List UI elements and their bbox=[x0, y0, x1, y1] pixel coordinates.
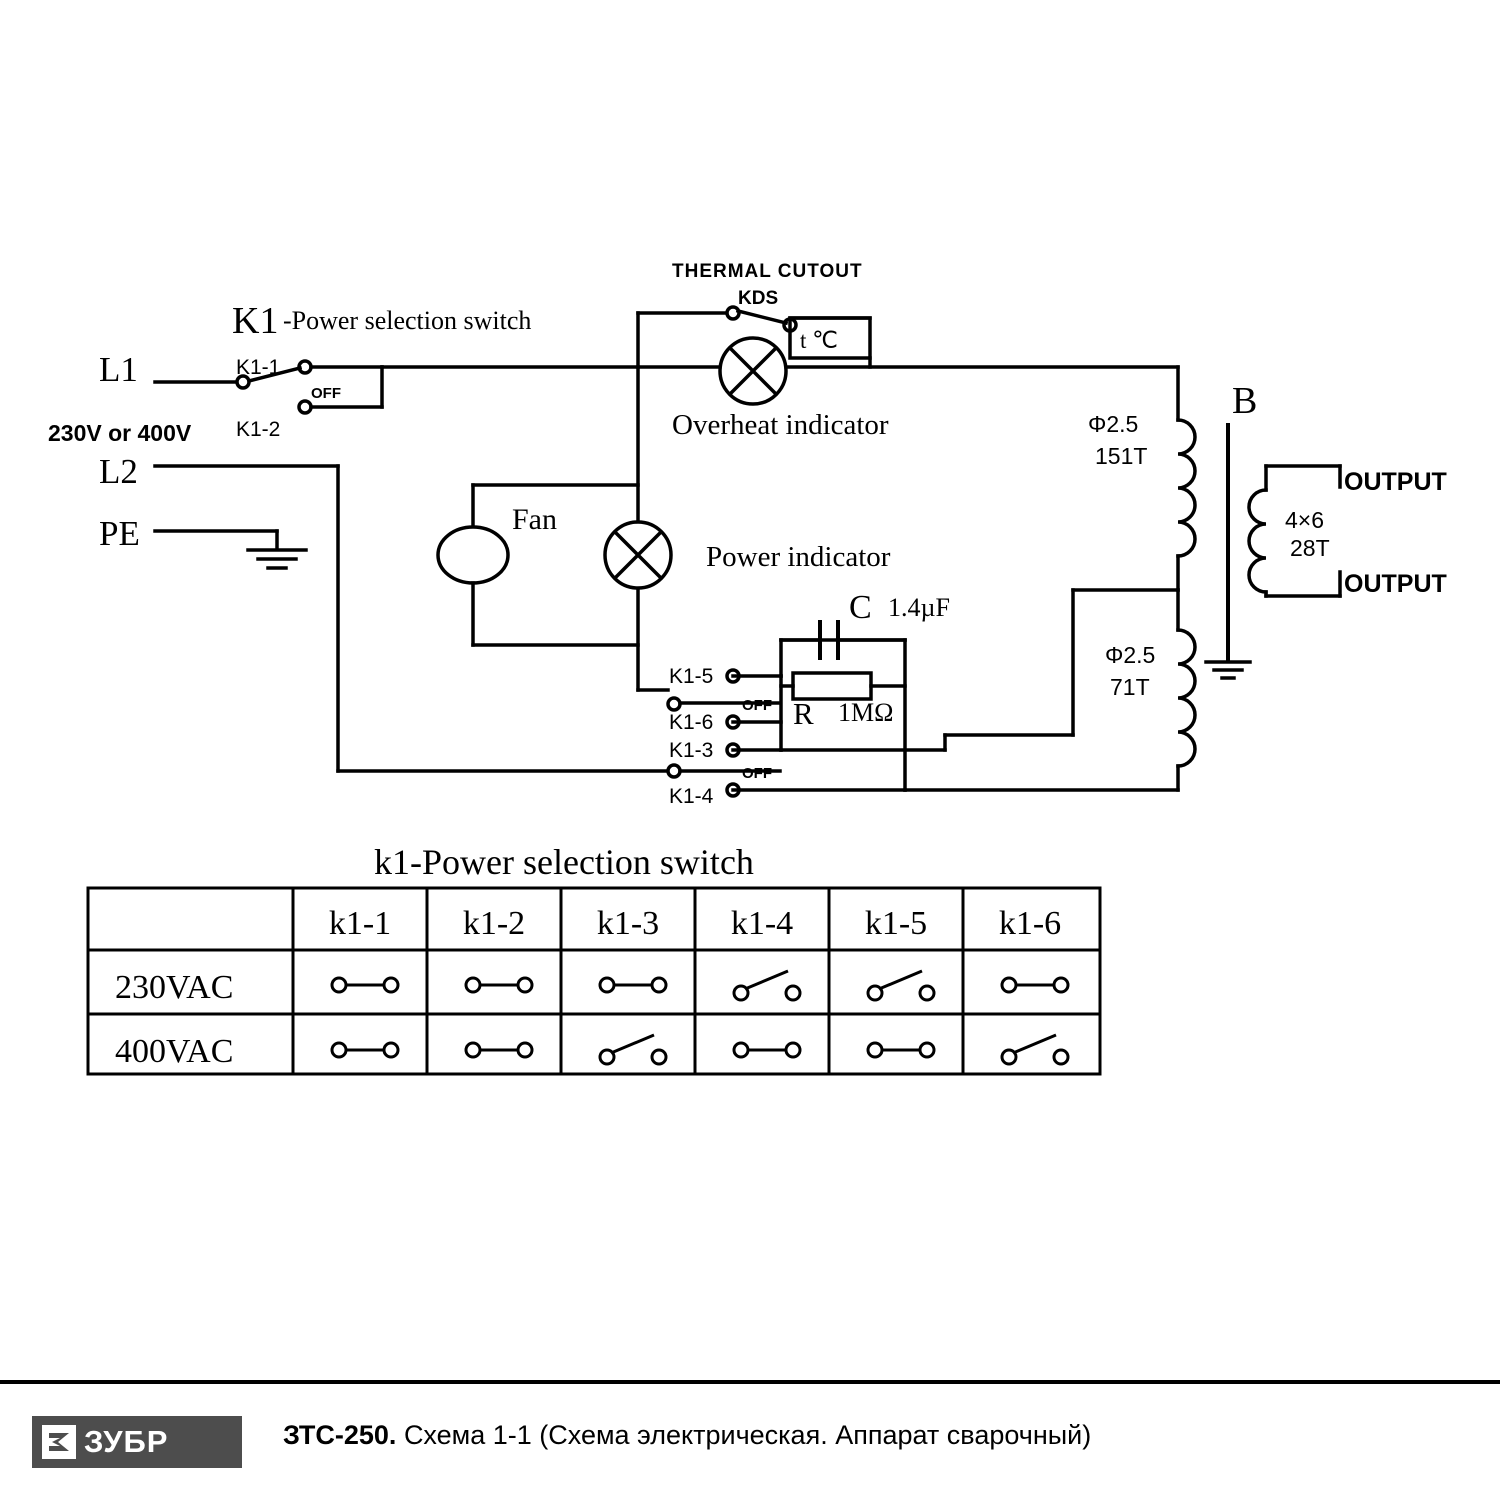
label-thermal-cutout: THERMAL CUTOUT bbox=[672, 261, 863, 282]
table-row-label-400: 400VAC bbox=[115, 1033, 234, 1070]
label-power-indicator: Power indicator bbox=[706, 541, 891, 573]
label-overheat-indicator: Overheat indicator bbox=[672, 409, 889, 441]
label-coil2-diameter: Φ2.5 bbox=[1105, 642, 1156, 668]
table-row-label-230: 230VAC bbox=[115, 969, 234, 1006]
table-header-k1-5: k1-5 bbox=[864, 905, 928, 942]
table-header-k1-6: k1-6 bbox=[998, 905, 1062, 942]
label-resistor-value: 1MΩ bbox=[838, 698, 894, 727]
model-number: ЗТС-250. bbox=[283, 1420, 397, 1450]
label-k1-4: K1-4 bbox=[669, 785, 714, 808]
figure-caption bbox=[283, 1420, 1091, 1451]
coil-primary-lower bbox=[1178, 630, 1195, 766]
label-secondary-wire: 4×6 bbox=[1285, 507, 1325, 533]
label-coil2-turns: 71T bbox=[1110, 674, 1150, 700]
brand-logo bbox=[32, 1416, 242, 1468]
brand-name: ЗУБР bbox=[84, 1424, 169, 1459]
coil-primary-upper bbox=[1178, 420, 1195, 556]
contact-off-1 bbox=[668, 698, 680, 710]
blade-kds bbox=[738, 311, 786, 323]
table-outline bbox=[88, 888, 1100, 1074]
label-k1-2: K1-2 bbox=[236, 418, 281, 441]
label-k1-6: K1-6 bbox=[669, 711, 714, 734]
coil-secondary bbox=[1249, 490, 1266, 592]
footer bbox=[0, 1380, 1500, 1500]
label-l1: L1 bbox=[99, 350, 138, 389]
caption-text: Схема 1-1 (Схема электрическая. Аппарат сварочный) bbox=[403, 1420, 1092, 1450]
contact-k1-2 bbox=[299, 401, 311, 413]
label-off-k1-4: OFF bbox=[742, 765, 772, 782]
label-transformer-b: B bbox=[1232, 380, 1258, 422]
label-coil1-turns: 151T bbox=[1095, 443, 1148, 469]
label-fan: Fan bbox=[512, 503, 557, 536]
label-output-top: OUTPUT bbox=[1344, 468, 1447, 496]
label-pe: PE bbox=[99, 514, 140, 553]
table-header-k1-2: k1-2 bbox=[462, 905, 526, 942]
label-k1-title: K1 bbox=[232, 300, 279, 342]
contact-off-2 bbox=[668, 765, 680, 777]
table-header-k1-4: k1-4 bbox=[730, 905, 794, 942]
table-row bbox=[332, 971, 1068, 1000]
label-capacitor-value: 1.4µF bbox=[888, 593, 950, 622]
label-capacitor-letter: C bbox=[849, 589, 872, 626]
label-k1-5: K1-5 bbox=[669, 665, 714, 688]
label-resistor-letter: R bbox=[793, 696, 814, 731]
label-k1-1: K1-1 bbox=[236, 356, 281, 379]
switch-state-table bbox=[88, 888, 1100, 1074]
footer-divider bbox=[0, 1380, 1500, 1384]
label-l2: L2 bbox=[99, 452, 138, 491]
label-k1-title-desc: -Power selection switch bbox=[283, 306, 532, 335]
table-row bbox=[332, 1035, 1068, 1064]
label-voltage: 230V or 400V bbox=[48, 420, 192, 446]
table-header-k1-3: k1-3 bbox=[596, 905, 660, 942]
fan-motor bbox=[438, 527, 508, 583]
label-k1-3: K1-3 bbox=[669, 739, 714, 762]
label-secondary-turns: 28T bbox=[1290, 535, 1330, 561]
label-off-k1-5: OFF bbox=[742, 697, 772, 714]
label-coil1-diameter: Φ2.5 bbox=[1088, 411, 1139, 437]
label-temperature: t ℃ bbox=[800, 328, 838, 353]
table-title: k1-Power selection switch bbox=[374, 842, 754, 882]
label-off-k1-1: OFF bbox=[311, 385, 341, 402]
label-output-bottom: OUTPUT bbox=[1344, 570, 1447, 598]
table-header-k1-1: k1-1 bbox=[328, 905, 392, 942]
label-kds: KDS bbox=[738, 288, 779, 309]
zubr-mark-icon bbox=[42, 1425, 76, 1459]
